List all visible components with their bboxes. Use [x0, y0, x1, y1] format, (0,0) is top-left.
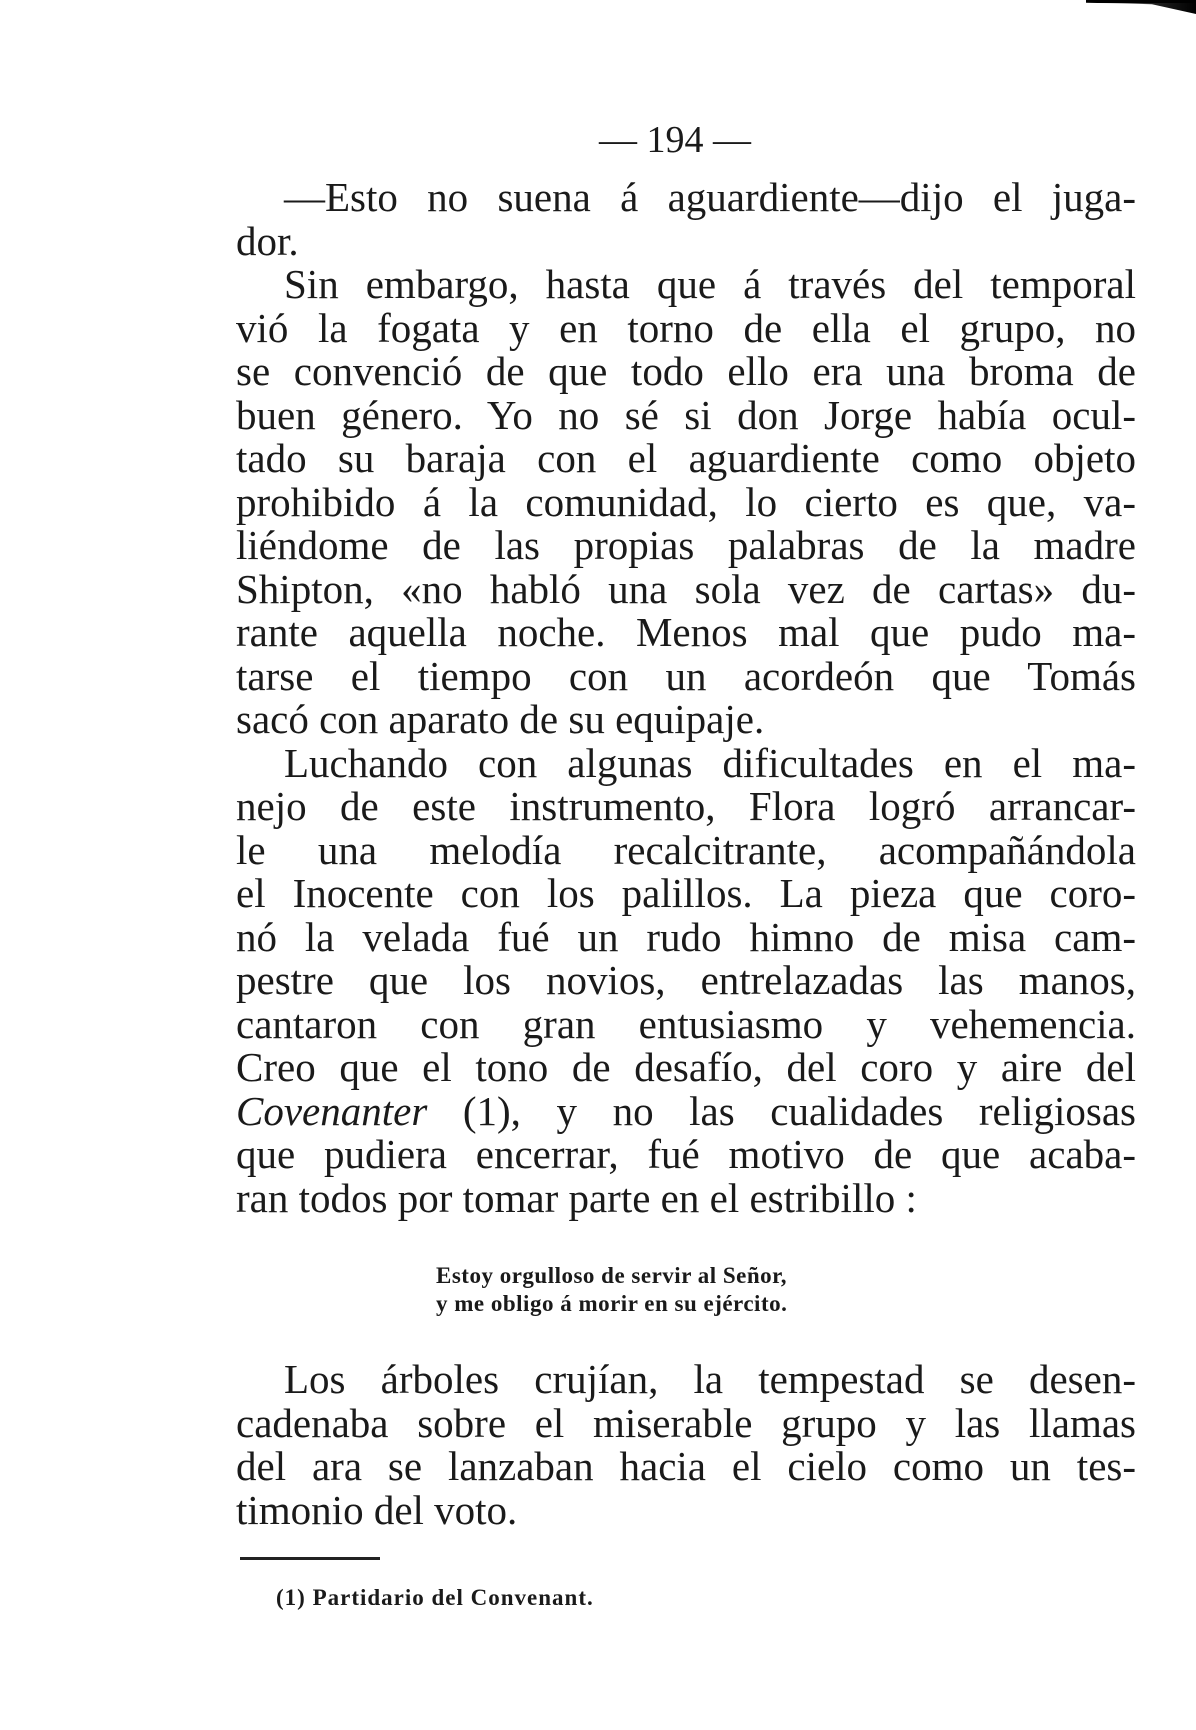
text-line: del ara se lanzaban hacia el cielo como un tes-: [236, 1443, 1136, 1489]
text-line: que pudiera encerrar, fué motivo de que acaba-: [236, 1131, 1136, 1177]
text-line: Los árboles crujían, la tempestad se desen-: [284, 1356, 1136, 1402]
text-line: cantaron con gran entusiasmo y vehemencia.: [236, 1000, 1136, 1047]
text-line: cadenaba sobre el miserable grupo y las llamas: [236, 1399, 1136, 1446]
text-line: tarse el tiempo con un acordeón que Tomás: [236, 652, 1136, 699]
text-line: rante aquella noche. Menos mal que pudo ma-: [236, 609, 1136, 655]
footnote: (1) Partidario del Convenant.: [276, 1585, 594, 1610]
verse-line: Estoy orgulloso de servir al Señor,: [436, 1263, 788, 1288]
text-line: liéndome de las propias palabras de la madre: [236, 522, 1136, 568]
text-line: prohibido á la comunidad, lo cierto es que, va-: [236, 478, 1136, 525]
text-line: nó la velada fué un rudo himno de misa cam-: [236, 913, 1136, 960]
text-line: Shipton, «no habló una sola vez de cartas» du-: [236, 565, 1136, 612]
text-line: ran todos por tomar parte en el estribillo :: [236, 1174, 917, 1221]
text-line: el Inocente con los palillos. La pieza que coro-: [236, 870, 1136, 916]
text-line: sacó con aparato de su equipaje.: [236, 696, 765, 742]
text-line: tado su baraja con el aguardiente como objeto: [236, 435, 1136, 481]
page-body: [236, 176, 1136, 1220]
footnote-divider: [240, 1557, 380, 1560]
text-line: dor.: [236, 217, 299, 264]
verse-line: y me obligo á morir en su ejército.: [436, 1291, 788, 1316]
final-paragraph: [236, 1358, 1136, 1532]
text-line: vió la fogata y en torno de ella el grupo, no: [236, 304, 1136, 351]
text-line: se convenció de que todo ello era una broma de: [236, 348, 1136, 394]
text-line: —Esto no suena á aguardiente—dijo el juga-: [284, 174, 1136, 220]
text-line: buen género. Yo no sé si don Jorge había ocul-: [236, 391, 1136, 438]
text-line: Sin embargo, hasta que á través del temporal: [284, 261, 1136, 307]
text-line: Creo que el tono de desafío, del coro y aire del: [236, 1044, 1136, 1090]
italic-title: Covenanter: [236, 1087, 428, 1134]
text-fragment: (1), y no las cualidades religiosas: [462, 1087, 1137, 1134]
text-line: timonio del voto.: [236, 1486, 518, 1533]
page-number: — 194 —: [599, 119, 751, 161]
scan-smudge: [1086, 0, 1196, 14]
text-line: pestre que los novios, entrelazadas las manos,: [236, 957, 1136, 1003]
verse-quote: [436, 1262, 787, 1318]
text-line: nejo de este instrumento, Flora logró arrancar-: [236, 783, 1136, 829]
text-line: Luchando con algunas dificultades en el ma-: [284, 739, 1136, 786]
text-line: le una melodía recalcitrante, acompañándola: [236, 826, 1136, 873]
text-line-with-italic: [236, 1087, 1137, 1134]
